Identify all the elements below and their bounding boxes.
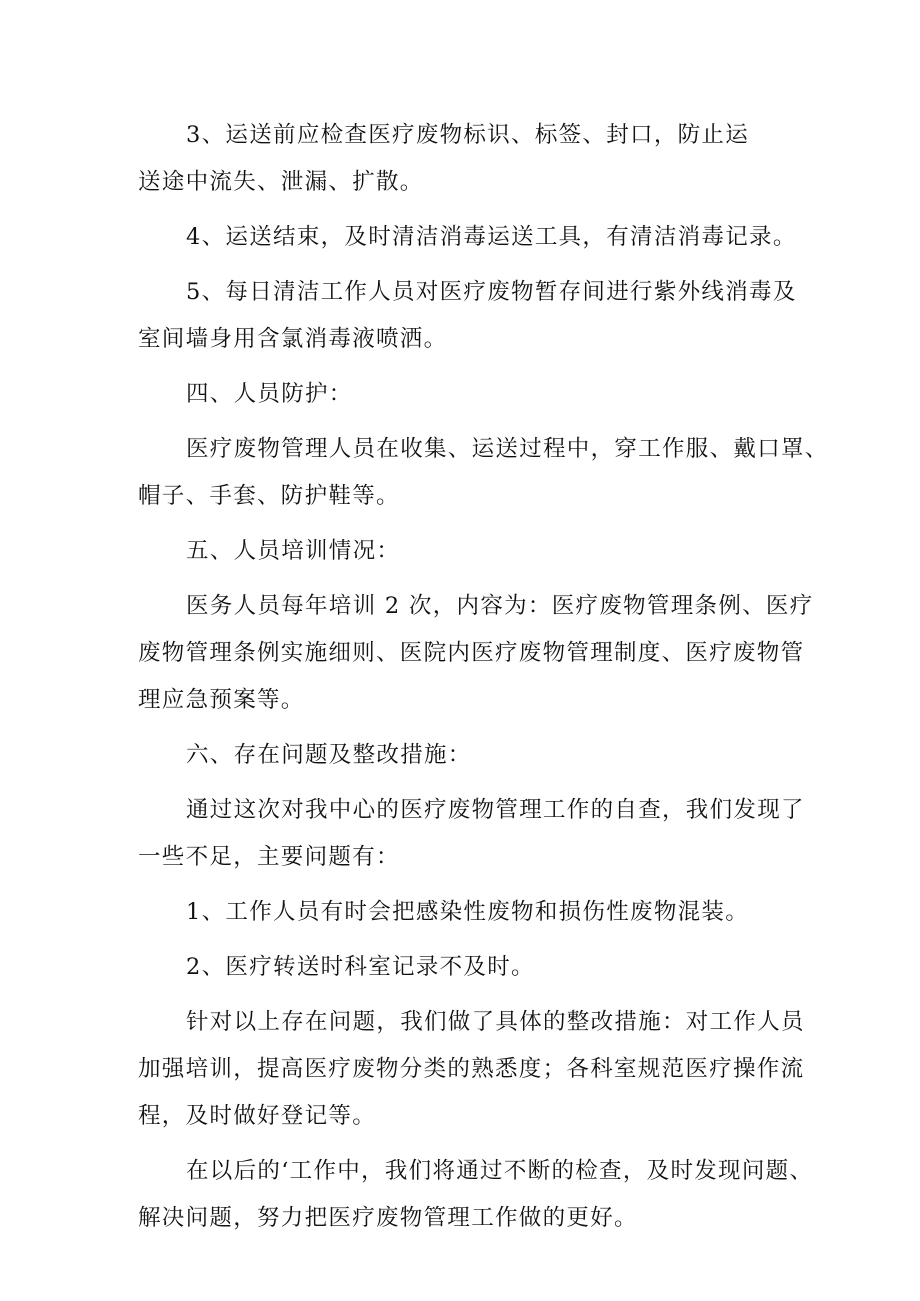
text-line: 在以后的‘工作中，我们将通过不断的检查，及时发现问题、	[186, 1158, 814, 1184]
paragraph-self-inspection	[138, 787, 805, 881]
heading-personnel-training	[138, 528, 786, 575]
paragraph-corrective-measures	[138, 999, 805, 1140]
text-line: 5、每日清洁工作人员对医疗废物暂存间进行紫外线消毒及	[186, 279, 797, 305]
section-heading: 四、人员防护：	[186, 381, 353, 407]
section-heading: 六、存在问题及整改措施：	[186, 742, 472, 768]
text-line: 4、运送结束，及时清洁消毒运送工具，有清洁消毒记录。	[186, 224, 797, 250]
paragraph-training-details	[138, 583, 814, 724]
text-line: 加强培训，提高医疗废物分类的熟悉度；各科室规范医疗操作流	[138, 1056, 805, 1082]
paragraph-transport-clean	[138, 214, 797, 261]
text-line: 医务人员每年培训 2 次，内容为：医疗废物管理条例、医疗	[186, 593, 814, 619]
text-line: 通过这次对我中心的医疗废物管理工作的自查，我们发现了	[186, 797, 805, 823]
text-line: 2、医疗转送时科室记录不及时。	[186, 954, 535, 980]
text-line: 1、工作人员有时会把感染性废物和损伤性废物混装。	[186, 899, 750, 925]
paragraph-future-work	[138, 1148, 814, 1242]
text-line: 帽子、手套、防护鞋等。	[138, 483, 400, 509]
text-line: 理应急预案等。	[138, 687, 305, 713]
heading-personnel-protection	[138, 371, 786, 418]
paragraph-problem-1	[138, 889, 786, 936]
paragraph-daily-disinfection	[138, 269, 797, 363]
text-line: 废物管理条例实施细则、医院内医疗废物管理制度、医疗废物管	[138, 640, 805, 666]
text-line: 3、运送前应检查医疗废物标识、标签、封口，防止运	[186, 122, 750, 148]
text-line: 解决问题，努力把医疗废物管理工作做的更好。	[138, 1205, 638, 1231]
text-line: 送途中流失、泄漏、扩散。	[138, 169, 424, 195]
text-line: 针对以上存在问题，我们做了具体的整改措施：对工作人员	[186, 1009, 805, 1035]
text-line: 室间墙身用含氯消毒液喷洒。	[138, 326, 448, 352]
text-line: 医疗废物管理人员在收集、运送过程中，穿工作服、戴口罩、	[186, 436, 829, 462]
paragraph-problem-2	[138, 944, 786, 991]
heading-problems-measures	[138, 732, 786, 779]
text-line: 一些不足，主要问题有：	[138, 844, 400, 870]
section-heading: 五、人员培训情况：	[186, 538, 401, 564]
document-body	[138, 112, 829, 1250]
paragraph-transport-check	[138, 112, 786, 206]
paragraph-protection-details	[138, 426, 829, 520]
text-line: 程，及时做好登记等。	[138, 1103, 377, 1129]
